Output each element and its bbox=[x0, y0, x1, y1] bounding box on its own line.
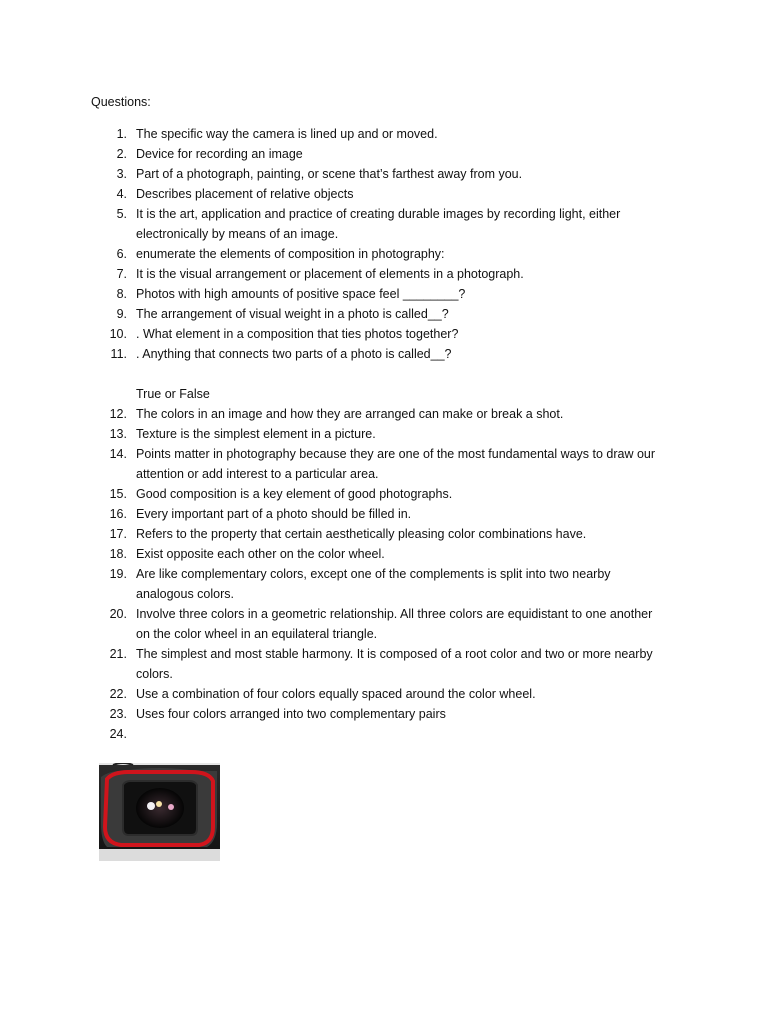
question-item bbox=[97, 524, 697, 544]
question-number: 5. bbox=[116, 207, 127, 221]
section-label-true-false: True or False bbox=[136, 387, 210, 401]
question-number: 19. bbox=[109, 567, 127, 581]
question-item bbox=[97, 264, 697, 284]
question-item bbox=[97, 304, 697, 324]
question-text: . What element in a composition that ties photos together? bbox=[136, 327, 459, 341]
question-number: 20. bbox=[109, 607, 127, 621]
question-item bbox=[97, 184, 697, 204]
question-text: The simplest and most stable harmony. It is composed of a root color and two or more nearby bbox=[136, 647, 653, 661]
question-number: 3. bbox=[116, 167, 127, 181]
question-item bbox=[97, 284, 697, 304]
question-number: 16. bbox=[109, 507, 127, 521]
question-number: 12. bbox=[109, 407, 127, 421]
question-number: 10. bbox=[109, 327, 127, 341]
question-text: Photos with high amounts of positive space feel ________? bbox=[136, 287, 466, 301]
question-text: Are like complementary colors, except one of the complements is split into two nearby bbox=[136, 567, 611, 581]
question-text: analogous colors. bbox=[136, 587, 234, 601]
question-item bbox=[97, 684, 697, 704]
questions-heading: Questions: bbox=[91, 95, 151, 109]
question-item bbox=[97, 544, 697, 564]
question-text: Device for recording an image bbox=[136, 147, 303, 161]
question-item bbox=[97, 604, 697, 644]
question-text: The colors in an image and how they are arranged can make or break a shot. bbox=[136, 407, 564, 421]
question-item bbox=[97, 164, 697, 184]
question-number: 17. bbox=[109, 527, 127, 541]
question-item bbox=[97, 404, 697, 424]
question-text: The arrangement of visual weight in a photo is called__? bbox=[136, 307, 449, 321]
question-text: electronically by means of an image. bbox=[136, 227, 339, 241]
question-number: 4. bbox=[116, 187, 127, 201]
question-text: Refers to the property that certain aesthetically pleasing color combinations have. bbox=[136, 527, 587, 541]
question-text: Describes placement of relative objects bbox=[136, 187, 354, 201]
question-text: Involve three colors in a geometric relationship. All three colors are equidistant to one another bbox=[136, 607, 653, 621]
question-text: Texture is the simplest element in a picture. bbox=[136, 427, 376, 441]
question-text: It is the visual arrangement or placement of elements in a photograph. bbox=[136, 267, 524, 281]
question-number: 11. bbox=[110, 347, 127, 361]
question-text: enumerate the elements of composition in photography: bbox=[136, 247, 445, 261]
question-number: 15. bbox=[109, 487, 127, 501]
question-text: It is the art, application and practice of creating durable images by recording light, either bbox=[136, 207, 621, 221]
question-item bbox=[97, 504, 697, 524]
question-item bbox=[97, 564, 697, 604]
question-item bbox=[97, 424, 697, 444]
question-text: Good composition is a key element of good photographs. bbox=[136, 487, 453, 501]
question-text: Points matter in photography because they are one of the most fundamental ways to draw our bbox=[136, 447, 656, 461]
question-text: attention or add interest to a particular area. bbox=[136, 467, 379, 481]
questions-list bbox=[97, 124, 697, 744]
question-text: Exist opposite each other on the color wheel. bbox=[136, 547, 385, 561]
question-text bbox=[136, 724, 697, 744]
question-item bbox=[97, 124, 697, 144]
question-item bbox=[97, 324, 697, 344]
question-text: The specific way the camera is lined up and or moved. bbox=[136, 127, 438, 141]
question-number: 6. bbox=[116, 247, 127, 261]
question-text: Use a combination of four colors equally spaced around the color wheel. bbox=[136, 687, 536, 701]
question-item bbox=[97, 344, 697, 364]
question-number: 2. bbox=[116, 147, 127, 161]
question-number: 9. bbox=[116, 307, 127, 321]
question-item bbox=[97, 204, 697, 244]
question-number: 18. bbox=[109, 547, 127, 561]
question-text: Every important part of a photo should be filled in. bbox=[136, 507, 412, 521]
question-item bbox=[97, 644, 697, 684]
question-item bbox=[97, 484, 697, 504]
question-item bbox=[97, 724, 697, 744]
question-number: 8. bbox=[116, 287, 127, 301]
question-number: 7. bbox=[116, 267, 127, 281]
question-text: on the color wheel in an equilateral triangle. bbox=[136, 627, 378, 641]
question-item bbox=[97, 244, 697, 264]
question-text: colors. bbox=[136, 667, 173, 681]
question-text: . Anything that connects two parts of a photo is called__? bbox=[136, 347, 452, 361]
question-number: 1. bbox=[116, 127, 127, 141]
question-item bbox=[97, 144, 697, 164]
question-number: 21. bbox=[109, 647, 127, 661]
question-number: 22. bbox=[109, 687, 127, 701]
question-number: 14. bbox=[109, 447, 127, 461]
question-text: Part of a photograph, painting, or scene that’s farthest away from you. bbox=[136, 167, 523, 181]
question-number: 23. bbox=[109, 707, 127, 721]
question-text: Uses four colors arranged into two complementary pairs bbox=[136, 707, 446, 721]
question-number: 13. bbox=[109, 427, 127, 441]
question-number: 24. bbox=[109, 727, 127, 741]
question-item bbox=[97, 444, 697, 484]
question-item bbox=[97, 704, 697, 724]
camera-viewfinder-image bbox=[99, 763, 220, 861]
